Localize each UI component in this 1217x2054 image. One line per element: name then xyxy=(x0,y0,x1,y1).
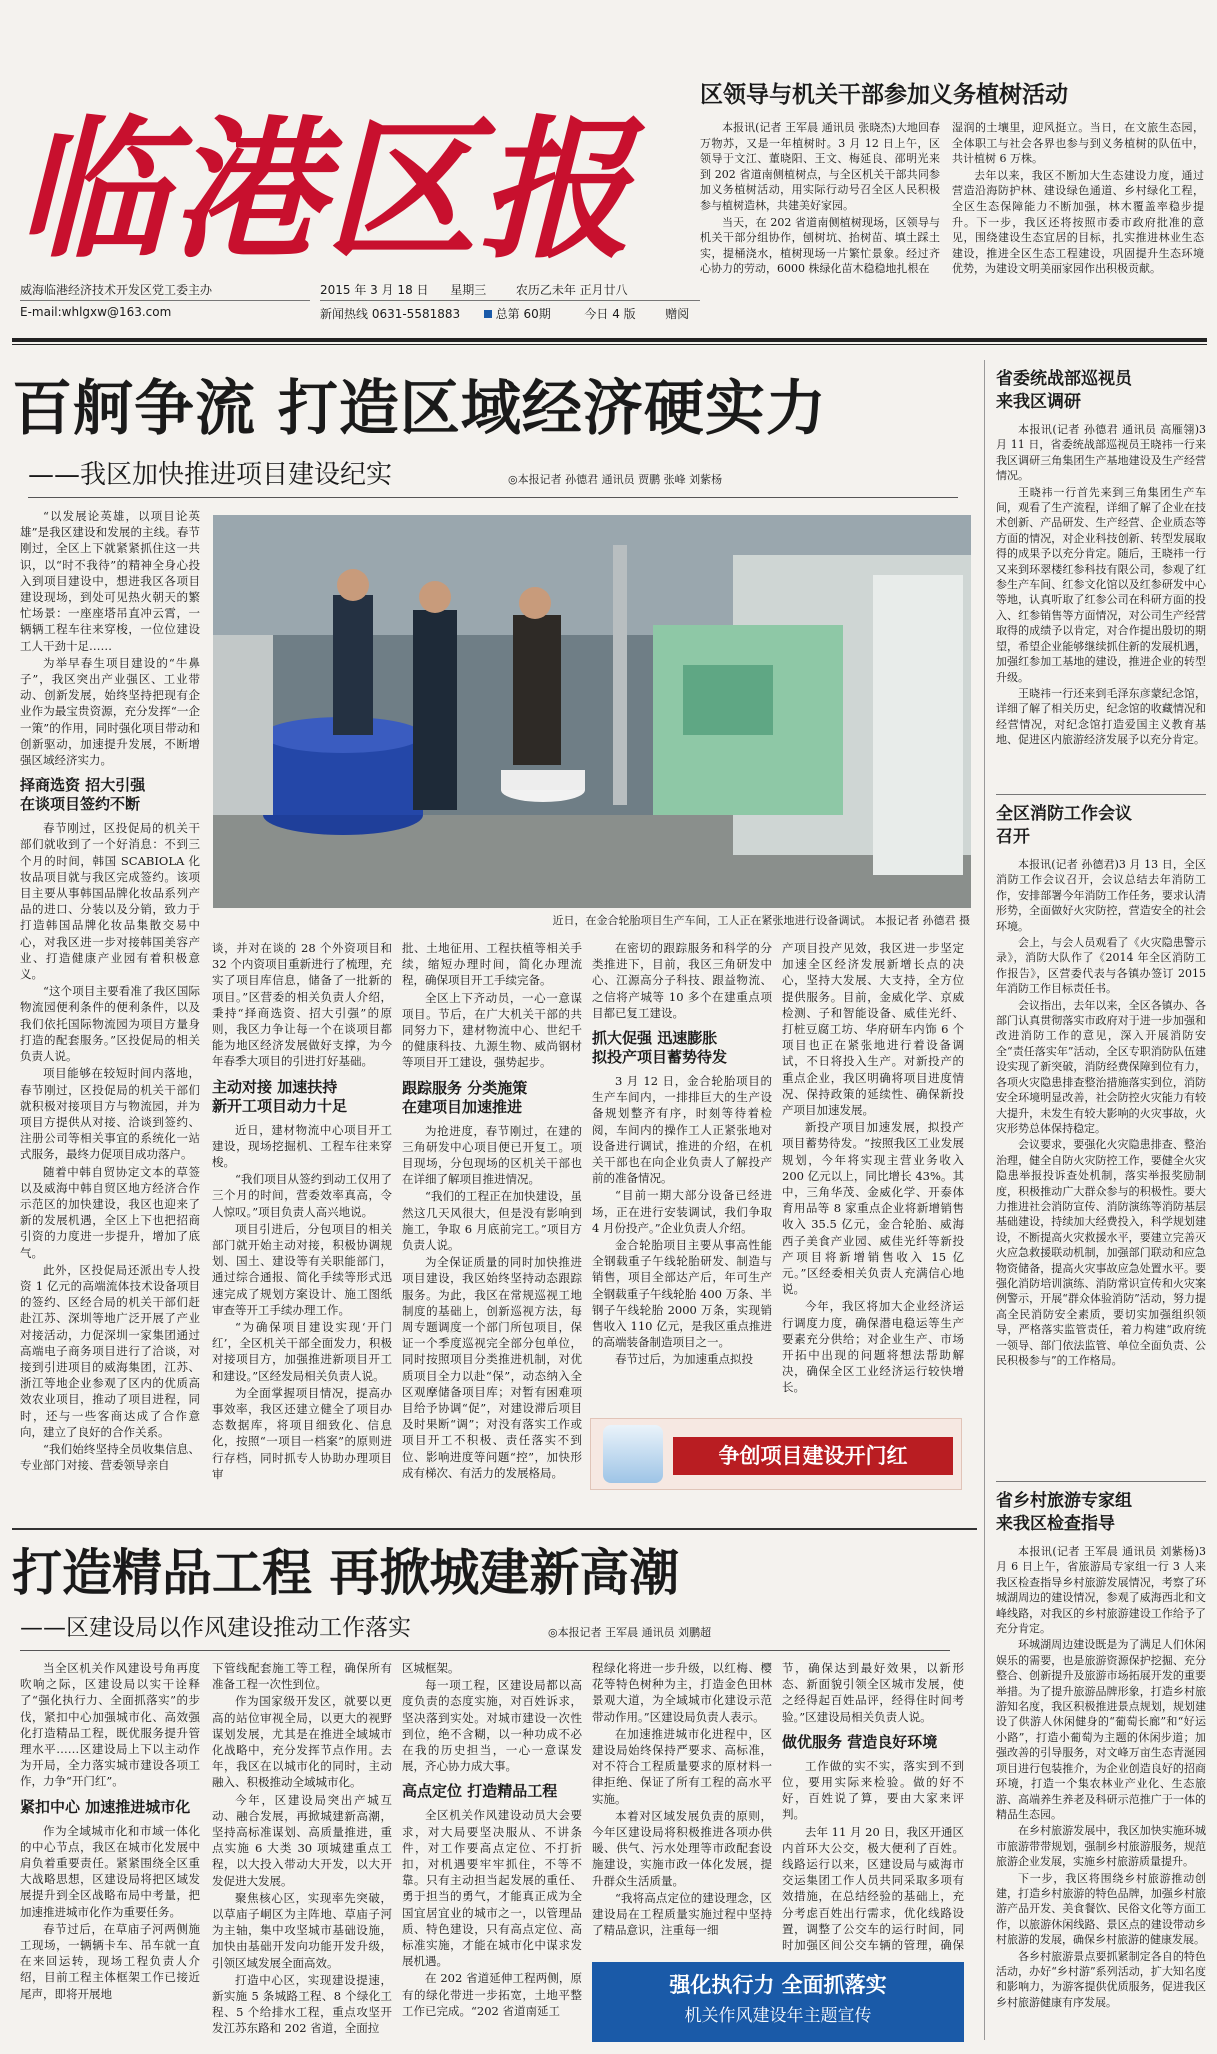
story-b-byline: ◎本报记者 王军晨 通讯员 刘鹏超 xyxy=(548,1626,712,1639)
paragraph: 全区上下齐动员，一心一意谋项目。节后，在广大机关干部的共同努力下，建材物流中心、世纪千的健康科技、九源生物、威尚钢材等项目开工建设，强势起步。 xyxy=(402,990,582,1070)
top-story xyxy=(700,80,1205,320)
paragraph: 在乡村旅游发展中，我区加快实施环城市旅游带带规划，强制乡村旅游服务，规范旅游企业发展，实施乡村旅游质量提升。 xyxy=(996,1824,1206,1869)
paragraph: 区城框架。 xyxy=(402,1661,460,1675)
lead-story-byline: ◎本报记者 孙德君 通讯员 贾鹏 张峰 刘紫杨 xyxy=(508,473,723,486)
paragraph: 下管线配套施工等工程，确保所有准备工程一次性到位。 xyxy=(212,1661,392,1692)
lunar-date: 农历乙未年 正月廿八 xyxy=(515,283,628,297)
paragraph: 会上，与会人员观看了《火灾隐患警示录》，消防大队作了《2014 年全区消防工作报告》，区营委代表与各镇办签订 2015 年消防工作目标责任书。 xyxy=(996,936,1206,996)
paragraph: 春节过后，在草庙子河两侧施工现场，一辆辆卡车、吊车就一直在来回运转，现场工程负责人介绍，目前工程主体框架工作已接近尾声，即将开展地 xyxy=(20,1921,200,2001)
paragraph: 环城湖周边建设既是为了满足人们休闲娱乐的需要，也是旅游资源保护挖掘、充分整合、创新提升及旅游市场拓展开发的重要举措。为了提升旅游品牌形象，打造乡村旅游知名度，我区积极推进景点规划，规划建设了供游人休闲健身的“葡萄长廊”和“好运小路”，打造小葡萄为主题的休闲步道；加强改善的引导服务，对文峰万亩生态青涎园项目进行包装推介，为企业创造良好的招商环境，打造一个集农林业产业化、生态旅游、高端养生养老及科研示范推广于一体的精品生态园。 xyxy=(996,1638,1206,1821)
sidebar xyxy=(996,368,1206,2048)
paragraph: “目前一期大部分设备已经进场，正在进行安装调试，我们争取 4 月份投产。”企业负责人介绍。 xyxy=(592,1188,772,1235)
sidebar-divider xyxy=(984,360,985,2040)
paragraph: 在 202 省道延伸工程两侧，原有的绿化带进一步拓宽，土地平整工作已完成。“202 省道南延工 xyxy=(402,1971,582,2018)
photo-caption: 近日，在金合轮胎项目生产车间，工人正在紧张地进行设备调试。 本报记者 孙德君 摄 xyxy=(552,914,970,927)
paragraph: 聚焦核心区，实现率先突破，以草庙子峒区为主阵地、草庙子河为主轴，集中攻坚城市基础设施，加快由基础开发向功能开发升级，引领区域发展全面高效。 xyxy=(212,1890,392,1970)
subheading: 抓大促强 迅速膨胀 拟投产项目蓄势待发 xyxy=(592,1029,728,1067)
paragraph: “我将高点定位的建设理念，区建设局在工程质量实施过程中坚持了精品意识，注重每一细 xyxy=(592,1890,772,1938)
paragraph: 为抢进度，春节刚过，在建的三角研发中心项目便已开复工。项目现场，分包现场的区机关干部也在详细了解项目推进情况。 xyxy=(402,1123,582,1187)
sidebar-story1-title: 省委统战部巡视员 来我区调研 xyxy=(996,369,1132,412)
weekday: 星期三 xyxy=(450,283,487,297)
paragraph: “我们始终坚持全员收集信息、专业部门对接、营委领导亲自 xyxy=(20,1441,200,1473)
subheading: 紧扣中心 加速推进城市化 xyxy=(20,1797,191,1816)
paragraph: 今年，我区将加大企业经济运行调度力度，确保潜电稳运等生产要素充分供给；对企业生产、市场开拓中出现的问题将想法帮助解决，确保全区工业经济运行较快增长。 xyxy=(782,1299,964,1395)
lead-col4 xyxy=(592,940,772,1410)
paragraph: 会议指出，去年以来，全区各镇办、各部门认真贯彻落实市政府对于进一步加强和改进消防工作的意见，深入开展消防安全“责任落实年”活动，全区专职消防队伍建设实现了新突破，消防经费保障到位有力，各项火灾隐患排查整治措施落实到位，消防安全环境明显改善，社会防控火灾能力有较大提升，未发生有较大影响的火灾事故，火灾形势总体保持稳定。 xyxy=(996,998,1206,1135)
paragraph: 打造中心区，实现建设提速，新实施 5 条城路工程、8 个绿化工程、5 个给排水工程，重点攻坚开发江苏东路和 202 省道，全面拉 xyxy=(212,1972,392,2036)
paragraph: 春节过后，为加速重点拟投 xyxy=(615,1352,753,1367)
paragraph: 当全区机关作风建设号角再度吹响之际，区建设局以实干诠释了“强化执行力、全面抓落实”的步伐，紧扣中心加强城市化、高效强化打造精品工程，既优服务提升管理水平……区建设局上下以主动作为开局，全力落实城市建设各项工作，力争“开门红”。 xyxy=(20,1661,200,1789)
paragraph: 下一步，我区将围绕乡村旅游推动创建，打造乡村旅游的特色品牌，加强乡村旅游产品开发、美食餐饮、民俗文化等方面工作，以旅游休闲线路、景区点的建设带动乡村旅游的发展，确保乡村旅游的健康发展。 xyxy=(996,1871,1206,1947)
paragraph: 王晓祎一行还来到毛泽东彦蒙纪念馆，详细了解了相关历史，纪念馆的收藏情况和经营情况，对纪念馆打造爱国主义教育基地、促进区内旅游经济发展予以充分肯定。 xyxy=(996,686,1206,747)
paragraph: 产项目投产见效，我区进一步坚定加速全区经济发展新增长点的决心，坚持大发展、大支持，全方位提供服务。目前，金威化学、京威检测、子和智能设备、威佳光纤、打桩豆腐工坊、华府研车内饰 6 个项目也正在紧张地进行着设备调试，不日将投入生产。对新投产的重点企业，我区明确将项目进度情况、保持政策的延续性、确保新投产项目加速发展。 xyxy=(782,941,964,1118)
banner-line2: 机关作风建设年主题宣传 xyxy=(684,2006,872,2026)
paragraph: “我们项目从签约到动工仅用了三个月的时间，营委效率真高，令人惊叹。”项目负责人高兴地说。 xyxy=(212,1172,392,1219)
sidebar-rule xyxy=(996,794,1206,795)
banner-line1: 强化执行力 全面抓落实 xyxy=(669,1973,887,1997)
subheading: 跟踪服务 分类施策 在建项目加速推进 xyxy=(402,1078,528,1116)
paragraph: 本报讯(记者 孙德君)3 月 13 日，全区消防工作会议召开，会议总结去年消防工作，安排部署今年消防工作任务，要求认清形势，全面做好火灾防控，营造安全的社会环境。 xyxy=(996,858,1206,933)
paragraph: 本着对区域发展负责的原则，今年区建设局将积极推进各项办供暖、供气、污水处理等市政配套设施建设，实施市政一体化发展，提升群众生活质量。 xyxy=(592,1808,772,1888)
section-rule xyxy=(12,1528,977,1530)
top-story-title: 区领导与机关干部参加义务植树活动 xyxy=(700,82,1068,108)
paragraph: 本报讯(记者 孙德君 通讯员 高雁翎)3 月 11 日，省委统战部巡视员王晓祎一行来我区调研三角集团生产基地建设及生产经营情况。 xyxy=(996,423,1206,483)
lead-col5 xyxy=(782,940,964,1410)
paragraph: 批、土地征用、工程扶植等相关手续，缩短办理时间，简化办理流程，确保项目开工手续完备。 xyxy=(402,941,582,988)
paragraph: 项目能够在较短时间内落地，春节刚过，区投促局的机关干部们就积极对接项目方与物流园，并为项目方提供从对接、洽谈到签约、注册公司等相关事宜的系统化一站式服务，最终力促项目成功落户。 xyxy=(20,1066,200,1162)
masthead-info xyxy=(20,281,700,327)
email: E-mail:whlgxw@163.com xyxy=(20,305,172,319)
hotline: 新闻热线 0631-5581883 xyxy=(320,307,461,321)
paragraph: 本报讯(记者 王军晨 通讯员 刘紫杨)3 月 6 日上午，省旅游局专家组一行 3 人来我区检查指导乡村旅游发展情况，考察了环城湖周边的建设情况，参观了威海西北和文峰线路，对我区的乡村旅游建设工作给予了充分肯定。 xyxy=(996,1545,1206,1636)
sidebar-story3-title: 省乡村旅游专家组 来我区检查指导 xyxy=(996,1491,1132,1534)
banner-text: 争创项目建设开门红 xyxy=(673,1437,953,1475)
paragraph: 今年，区建设局突出产城互动、融合发展，再掀城建新高潮，坚持高标准谋划、高质量推进，重点实施 6 大类 30 项城建重点工程，以大投入带动大开发，以大开发促进大发展。 xyxy=(212,1792,392,1888)
paragraph: 去年以来，我区不断加大生态建设力度，通过营造沿海防护林、建设绿色通道、乡村绿化工程，全区生态保障能力不断加强，林木覆盖率稳步提升。下一步，我区还将按照市委市政府批准的意见，围绕建设生态宜居的目标，扎实推进林业生态建设，推进全区生态工程建设，巩固提升生态环境优势，为建设文明美丽家园作出积极贡献。 xyxy=(952,168,1204,276)
gift-label: 赠阅 xyxy=(665,307,690,321)
paragraph: 新投产项目加速发展，拟投产项目蓄势待发。“按照我区工业发展规划，今年将实现主营业务收入 200 亿元以上，同比增长 43%。其中，三角华茂、金威化学、开泰体育用品等 8 家重点企业将新增销售收入 35.5 亿元，金合轮胎、威海西子美食产业园、威佳光纤等新投产项目将新增销售收入 15 亿元。”区经委相关负责人充满信心地说。 xyxy=(782,1120,964,1297)
style-campaign-banner xyxy=(592,1962,964,2042)
story-b-col2 xyxy=(212,1660,392,2044)
paragraph: 为举早春生项目建设的“牛鼻子”，我区突出产业强区、工业带动、创新发展，始终坚持把现有企业作为最宝贵资源，充分发挥“一企一策”的作用，同时强化项目带动和创新驱动，加速提升发展，不断增强区域经济实力。 xyxy=(20,655,200,768)
lead-photo xyxy=(213,515,971,908)
paragraph: 去年 11 月 20 日，我区开通区内首环大公交，极大便利了百姓。线路运行以来，区建设局与威海市交运集团工作人员共同采取多项有效措施，在总结经验的基础上，充分考虑百姓出行需求，优化线路设置，调整了公交车的运行时间，同时加强区间公交车辆的管理，确保 xyxy=(782,1824,964,1953)
story-b-col3 xyxy=(402,1660,582,2044)
paragraph: 项目引进后，分包项目的相关部门就开始主动对接，积极协调规划、国土、建设等有关职能部门，通过综合通报、简化手续等形式迅速完成了规划方案设计、施工图纸审查等开工手续办理工作。 xyxy=(212,1221,392,1317)
paragraph: 王晓祎一行首先来到三角集团生产车间，观看了生产流程，详细了解了企业在技术创新、产品研发、生产经营、企业质态等方面的情况，对企业科技创新、转型发展取得的成果予以充分肯定。随后，王晓祎一行又来到环翠楼红参科技有限公司，参观了红参生产车间、红参文化馆以及红参研发中心等地，认真听取了红参公司在科研方面的投入、红参销售等方面情况，对公司生产经营取得的成绩予以肯定，对合作提出殷切的期望，希望企业能够继续抓住新的发展机遇，加强红参加工基地的建设，推进企业的转型升级。 xyxy=(996,485,1206,684)
project-banner xyxy=(590,1418,962,1490)
sidebar-story2-title: 全区消防工作会议 召开 xyxy=(996,804,1132,847)
issue-date: 2015 年 3 月 18 日 xyxy=(320,283,429,297)
story-b-col1 xyxy=(20,1660,200,2044)
paragraph: “我们的工程正在加快建设，虽然这几天风很大，但是没有影响到施工，争取 6 月底前完工。”项目方负责人说。 xyxy=(402,1189,582,1253)
sidebar-story3-body xyxy=(996,1544,1206,2034)
lead-col3 xyxy=(402,940,582,1520)
subheading: 主动对接 加速扶持 新开工项目动力十足 xyxy=(212,1077,348,1115)
subheading: 高点定位 打造精品工程 xyxy=(402,1782,558,1801)
banner-badge-icon xyxy=(603,1425,663,1483)
paragraph: 为全保证质量的同时加快推进项目建设，我区始终坚持动态跟踪服务。为此，我区在常规巡视工地制度的基础上，创新巡视方法，每周专题调度一个部门所包项目，保证一个季度巡视完全部分包单位，同时按照项目分类推进机制，对优质项目全力以赴“保”，动态纳入全区观摩储备项目库；对暂有困难项目给予协调“促”，对建设滞后项目及时果断“调”；对没有落实工作或项目开工不积极、责任落实不到位、影响进度等问题“控”，加快形成有梯次、有活力的发展格局。 xyxy=(402,1255,582,1480)
paragraph: 随着中韩自贸协定文本的草签以及威海中韩自贸区地方经济合作示范区的加快建设，我区也迎来了新的发展机遇，全区上下也把招商引资的力度进一步提升，增加了底气。 xyxy=(20,1164,200,1260)
subheading: 做优服务 营造良好环境 xyxy=(782,1732,938,1751)
paragraph: 3 月 12 日，金合轮胎项目的生产车间内，一排排巨大的生产设备规划整齐有序，时刻等待着检阅，车间内的操作工人正紧张地对设备进行调试，推进的介绍，在机关干部也在向企业负责人了解投产前的准备情况。 xyxy=(592,1074,772,1186)
paragraph: 本报讯(记者 王军晨 通讯员 张晓杰)大地回春万物苏，又是一年植树时。3 月 12 日上午，区领导于文江、董晓阳、王文、梅延良、邵明光来到 202 省道南侧植树点，与全区机关干部共同参加义务植树活动，用实际行动号召全区人民积极参与植树造林，共建美好家园。 xyxy=(700,121,940,212)
paragraph: “为确保项目建设实现‘开门红’，全区机关干部全面发力，积极对接项目方，加强推进新项目开工和建设。”区经发局相关负责人说。 xyxy=(212,1320,392,1383)
story-b-col5 xyxy=(782,1660,964,1954)
paragraph: 在密切的跟踪服务和科学的分类推进下，目前，我区三角研发中心、江源高分子科技、跟益物流、之信将产城等 10 多个在建重点项目都已复工建设。 xyxy=(592,941,772,1020)
story-b-col4 xyxy=(592,1660,772,1954)
paragraph: 此外，区投促局还派出专人投资 1 亿元的高端流体技术设备项目的签约、区经合局的机关干部们赶赴江苏、深圳等地广泛开展了产业对接活动，力促深圳一家集团通过高端电子商务项目进行了洽谈，对接到引进项目的威海集团，江苏、浙江等地企业参观了区内的优质高效农业项目，推动了项目进程，同时，还与一些客商达成了合作意向，建立了良好的合作关系。 xyxy=(20,1262,200,1439)
paragraph: “这个项目主要看准了我区国际物流园便利条件的便利条件，以及我们依托国际物流园为项目方量身打造的配套服务。”区投促局的相关负责人说。 xyxy=(20,984,200,1064)
subtitle-rule xyxy=(20,1650,950,1651)
paragraph: 作为全域城市化和市域一体化的中心节点，我区在城市化发展中肩负着重要责任。紧紧围绕全区重大战略思想，区建设局将把区域发展提升到全区战略布局中考量，把加速推进城市化作为重要任务。 xyxy=(20,1823,200,1919)
subtitle-rule xyxy=(28,497,958,498)
lead-col1 xyxy=(20,508,200,1520)
masthead-rule xyxy=(12,338,1207,342)
paragraph: 作为国家级开发区，就要以更高的站位审视全局，以更大的视野谋划发展，尤其是在推进全域城市化战略中，充分发挥节点作用。去年，我区在以城市化的同时，主动融入、积极推动全域城市化。 xyxy=(212,1694,392,1790)
paragraph: 全区机关作风建设动员大会要求，对大局要坚决服从、不讲条件，对工作要高点定位、不打折扣，对机遇要牢牢抓住，不等不靠。只有主动担当起发展的重任、勇于担当的勇气，才能真正成为全国宜居宜业的城市之一，以管理品质、特色建设，只有高点定位、高标准实施，才能在城市化中谋求发展机遇。 xyxy=(402,1808,582,1969)
lead-story-subtitle: ——我区加快推进项目建设纪实 xyxy=(28,460,393,490)
paragraph: 工作做的实不实，落实到不到位，要用实际来检验。做的好不好，百姓说了算，要由大家来评判。 xyxy=(782,1758,964,1822)
subheading: 择商选资 招大引强 在谈项目签约不断 xyxy=(20,776,146,814)
sidebar-story1-body xyxy=(996,422,1206,784)
paragraph: 程绿化将进一步升级，以红梅、樱花等特色树种为主，打造金色田林景观大道，为全域城市化建设示范带动作用。”区建设局负责人表示。 xyxy=(592,1661,772,1724)
paragraph: 当天，在 202 省道南侧植树现场，区领导与机关干部分组协作，刨树坑、抬树苗、填土踩土实，提桶浇水，植树现场一片繁忙景象。经过齐心协力的劳动，6000 株绿化苗木稳稳地扎根在 xyxy=(700,215,940,276)
factory-photo-graphic xyxy=(213,515,971,908)
paragraph: 节，确保达到最好效果，以新形态、新面貌引领全区城市发展，使之经得起百姓品评，经得住时间考验。”区建设局相关负责人说。 xyxy=(782,1661,964,1724)
paragraph: 在加速推进城市化进程中，区建设局始终保持严要求、高标准，对不符合工程质量要求的原材料一律拒绝、保证了所有工程的高水平实施。 xyxy=(592,1726,772,1806)
paragraph: 金合轮胎项目主要从事高性能全钢载重子午线轮胎研发、制造与销售，项目全部达产后，年可生产全钢载重子午线轮胎 400 万条、半钢子午线轮胎 2000 万条，实现销售收入 110 亿元，是我区重点推进的高端装备制造项目之一。 xyxy=(592,1238,772,1350)
square-icon xyxy=(484,310,492,318)
paragraph: 谈，并对在谈的 28 个外资项目和 32 个内资项目重新进行了梳理，充实了项目库信息，储备了一批新的项目。”区营委的相关负责人介绍，秉持“择商选资、招大引强”的原则，我区力争让每一个在谈项目都能为地区经济发展做好支撑，为今年春季大项目的引进打好基础。 xyxy=(212,941,392,1069)
lead-col2 xyxy=(212,940,392,1520)
lead-story-title: 百舸争流 打造区域经济硬实力 xyxy=(12,374,827,444)
paragraph: “以发展论英雄，以项目论英雄”是我区建设和发展的主线。春节刚过，全区上下就紧紧抓住这一共识，以“时不我待”的精神全身心投入到项目建设中，想进我区各项目建设现场，到处可见热火朝天的繁忙场景：一座座塔吊直冲云霄，一辆辆工程车往来穿梭，一位位建设工人干劲十足…… xyxy=(20,509,200,653)
paragraph: 每一项工程，区建设局都以高度负责的态度实施，对百姓诉求，坚决落到实处。对城市建设一次性到位，绝不含糊，以一种功成不必在我的历史担当，一心一意谋发展，齐心协力成大事。 xyxy=(402,1678,582,1774)
page-count: 今日 4 版 xyxy=(584,307,636,321)
paragraph: 近日，建材物流中心项目开工建设，现场挖掘机、工程车往来穿梭。 xyxy=(212,1122,392,1170)
top-story-col2 xyxy=(952,120,1204,325)
publisher: 威海临港经济技术开发区党工委主办 xyxy=(20,283,213,297)
paragraph: 会议要求，要强化火灾隐患排查、整治治理，健全自防火灾防控工作，要健全火灾隐患举报投诉查处机制，落实举报奖励制度，积极推动广大群众参与的积极性。要大力推进社会消防宣传、消防演练等消防基层基础建设，持续加大经费投入，科学规划建设，不断提高火灾救援水平，要建立完善灭火应急救援联动机制，加强部门联动和应急物资储备，提高火灾事故应急处置水平。要强化消防培训演练、消防常识宣传和火灾案例警示，开展“群众体验消防”活动，努力提高全民消防安全素质，要切实加强组织领导，严格落实监管责任，着力构建“政府统一领导、部门依法监管、单位全面负责、公民积极参与”的工作格局。 xyxy=(996,1138,1206,1367)
top-story-col1 xyxy=(700,120,940,325)
story-b-subtitle: ——区建设局以作风建设推动工作落实 xyxy=(20,1615,411,1641)
story-b-title: 打造精品工程 再掀城建新高潮 xyxy=(12,1543,680,1602)
sidebar-story2-body xyxy=(996,857,1206,1471)
masthead-rule-thin xyxy=(12,344,1207,345)
masthead-title: 临港区报 xyxy=(17,100,633,279)
paragraph: 为全面掌握项目情况，提高办事效率，我区还建立健全了项目办态数据库，将项目细致化、信息化，按照“一项目一档案”的原则进行存档，同时抓专人协助办理项目审 xyxy=(212,1385,392,1481)
sidebar-rule xyxy=(996,1481,1206,1482)
paragraph: 各乡村旅游景点要抓紧制定各自的特色活动，办好“乡村游”系列活动，扩大知名度和影响力，为游客提供优质服务，促进我区乡村旅游健康有序发展。 xyxy=(996,1949,1206,2009)
paragraph: 湿润的土壤里，迎风挺立。当日，在文旅生态园，全体职工与社会各界也参与到义务植树的队伍中，共计植树 6 万株。 xyxy=(952,121,1204,166)
paragraph: 春节刚过，区投促局的机关干部们就收到了一个好消息：不到三个月的时间，韩国 SCABIOLA 化妆品项目就与我区完成签约。该项目主要从事韩国品牌化妆品系列产品的进口、分装以及分销，致力于打造韩国品牌化妆品集散交易中心，对我区进一步对接韩国美容产业、打造健康产业园有着积极意义。 xyxy=(20,821,200,982)
issue-number: 总第 60期 xyxy=(495,307,551,321)
